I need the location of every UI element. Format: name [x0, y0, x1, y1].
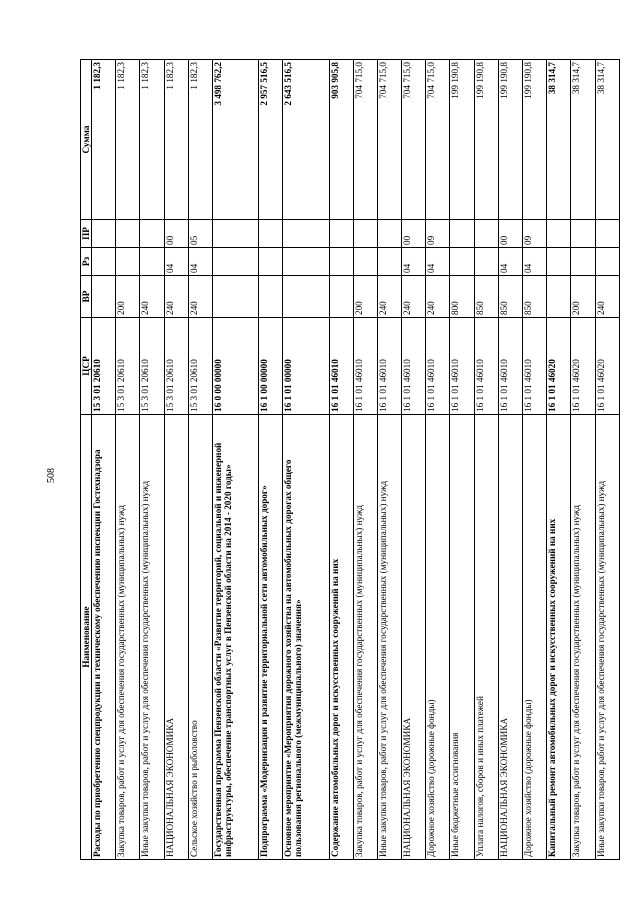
cell-pr [259, 220, 283, 248]
cell-csr: 16 1 01 46010 [523, 318, 547, 415]
cell-name: Иные закупки товаров, работ и услуг для обеспечения государственных (муниципальных) нужд [377, 415, 401, 860]
cell-sum: 38 314,7 [595, 60, 619, 220]
cell-name: Дорожное хозяйство (дорожные фонды) [523, 415, 547, 860]
table-row [92, 60, 116, 860]
cell-name: Иные закупки товаров, работ и услуг для обеспечения государственных (муниципальных) нужд [595, 415, 619, 860]
cell-sum: 1 182,3 [164, 60, 188, 220]
cell-vr [283, 276, 329, 318]
cell-rz: 04 [498, 248, 522, 276]
table-row [353, 60, 377, 860]
cell-rz [353, 248, 377, 276]
cell-rz: 04 [188, 248, 212, 276]
cell-pr [92, 220, 116, 248]
cell-vr [547, 276, 571, 318]
cell-vr: 240 [402, 276, 426, 318]
cell-sum: 1 182,3 [140, 60, 164, 220]
cell-pr [329, 220, 353, 248]
rotated-table-container [80, 60, 620, 860]
cell-pr [450, 220, 474, 248]
cell-sum: 1 182,3 [188, 60, 212, 220]
cell-vr: 200 [571, 276, 595, 318]
cell-pr: 00 [402, 220, 426, 248]
cell-csr: 16 1 01 46020 [571, 318, 595, 415]
cell-pr [116, 220, 140, 248]
cell-name: Иные бюджетные ассигнования [450, 415, 474, 860]
cell-name: Иные закупки товаров, работ и услуг для обеспечения государственных (муниципальных) нужд [140, 415, 164, 860]
cell-vr: 240 [377, 276, 401, 318]
cell-sum: 38 314,7 [571, 60, 595, 220]
header-pr: ПР [81, 220, 92, 248]
header-vr: ВР [81, 276, 92, 318]
table-row [116, 60, 140, 860]
cell-csr: 15 3 01 20610 [116, 318, 140, 415]
cell-vr: 850 [523, 276, 547, 318]
table-row [402, 60, 426, 860]
cell-name: Сельское хозяйство и рыболовство [188, 415, 212, 860]
cell-pr [353, 220, 377, 248]
cell-sum: 38 314,7 [547, 60, 571, 220]
table-row [474, 60, 498, 860]
cell-name: Уплата налогов, сборов и иных платежей [474, 415, 498, 860]
cell-sum: 1 182,3 [92, 60, 116, 220]
cell-vr [92, 276, 116, 318]
cell-csr: 16 1 01 46010 [498, 318, 522, 415]
cell-name: Расходы по приобретению спецпродукции и техническому обеспечению инспекции Гостехнадзора [92, 415, 116, 860]
cell-vr: 240 [426, 276, 450, 318]
table-row [547, 60, 571, 860]
table-row [259, 60, 283, 860]
cell-rz [547, 248, 571, 276]
cell-sum: 704 715,0 [426, 60, 450, 220]
cell-csr: 16 1 00 00000 [259, 318, 283, 415]
cell-rz [140, 248, 164, 276]
header-csr: ЦСР [81, 318, 92, 415]
cell-rz: 04 [402, 248, 426, 276]
cell-name: Закупка товаров, работ и услуг для обеспечения государственных (муниципальных) нужд [353, 415, 377, 860]
cell-csr: 16 1 01 46010 [474, 318, 498, 415]
cell-sum: 704 715,0 [377, 60, 401, 220]
cell-sum: 1 182,3 [116, 60, 140, 220]
cell-name: Содержание автомобильных дорог и искусственных сооружений на них [329, 415, 353, 860]
cell-csr: 15 3 01 20610 [164, 318, 188, 415]
table-row [140, 60, 164, 860]
cell-rz: 04 [523, 248, 547, 276]
cell-vr: 240 [140, 276, 164, 318]
table-body [92, 60, 620, 860]
cell-vr: 240 [164, 276, 188, 318]
cell-sum: 199 190,8 [450, 60, 474, 220]
cell-pr [595, 220, 619, 248]
cell-vr [329, 276, 353, 318]
cell-pr [140, 220, 164, 248]
cell-pr: 00 [498, 220, 522, 248]
cell-csr: 16 1 01 46010 [329, 318, 353, 415]
cell-vr: 200 [116, 276, 140, 318]
cell-csr: 16 1 01 46020 [595, 318, 619, 415]
cell-csr: 16 1 01 46010 [377, 318, 401, 415]
cell-vr: 800 [450, 276, 474, 318]
table-row [498, 60, 522, 860]
header-name: Наименование [81, 415, 92, 860]
cell-pr [212, 220, 258, 248]
cell-sum: 2 643 516,5 [283, 60, 329, 220]
table-row [450, 60, 474, 860]
budget-table [80, 59, 620, 860]
cell-rz [329, 248, 353, 276]
cell-pr: 00 [164, 220, 188, 248]
table-row [595, 60, 619, 860]
cell-csr: 16 1 01 46010 [426, 318, 450, 415]
cell-csr: 16 0 00 00000 [212, 318, 258, 415]
cell-vr: 850 [474, 276, 498, 318]
cell-pr [377, 220, 401, 248]
table-row [283, 60, 329, 860]
cell-rz [116, 248, 140, 276]
table-row [377, 60, 401, 860]
cell-sum: 704 715,0 [353, 60, 377, 220]
cell-rz [571, 248, 595, 276]
cell-vr [212, 276, 258, 318]
cell-vr: 850 [498, 276, 522, 318]
cell-vr: 200 [353, 276, 377, 318]
cell-pr: 09 [523, 220, 547, 248]
cell-rz: 04 [426, 248, 450, 276]
cell-pr [474, 220, 498, 248]
cell-rz [92, 248, 116, 276]
cell-rz [450, 248, 474, 276]
page-number: 508 [46, 468, 57, 483]
cell-csr: 16 1 01 46020 [547, 318, 571, 415]
cell-vr: 240 [595, 276, 619, 318]
table-row [164, 60, 188, 860]
cell-sum: 903 905,8 [329, 60, 353, 220]
table-row [426, 60, 450, 860]
cell-rz: 04 [164, 248, 188, 276]
cell-pr: 05 [188, 220, 212, 248]
cell-csr: 15 3 01 20610 [188, 318, 212, 415]
cell-rz [377, 248, 401, 276]
cell-csr: 15 3 01 20610 [140, 318, 164, 415]
table-row [188, 60, 212, 860]
cell-sum: 704 715,0 [402, 60, 426, 220]
cell-name: НАЦИОНАЛЬНАЯ ЭКОНОМИКА [498, 415, 522, 860]
cell-pr [571, 220, 595, 248]
cell-name: Подпрограмма «Модернизация и развитие территориальной сети автомобильных дорог» [259, 415, 283, 860]
cell-csr: 16 1 01 46010 [450, 318, 474, 415]
table-row [212, 60, 258, 860]
cell-name: Закупка товаров, работ и услуг для обеспечения государственных (муниципальных) нужд [116, 415, 140, 860]
table-header-row [81, 60, 92, 860]
cell-rz [595, 248, 619, 276]
cell-sum: 199 190,8 [523, 60, 547, 220]
cell-rz [212, 248, 258, 276]
cell-vr [259, 276, 283, 318]
cell-pr: 09 [426, 220, 450, 248]
cell-name: Закупка товаров, работ и услуг для обеспечения государственных (муниципальных) нужд [571, 415, 595, 860]
cell-sum: 199 190,8 [498, 60, 522, 220]
cell-name: Основное мероприятие «Мероприятия дорожного хозяйства на автомобильных дорогах общего пользования регионального (межмуниципального) значения» [283, 415, 329, 860]
table-row [329, 60, 353, 860]
cell-rz [259, 248, 283, 276]
cell-vr: 240 [188, 276, 212, 318]
header-rz: Рз [81, 248, 92, 276]
cell-csr: 16 1 01 00000 [283, 318, 329, 415]
cell-csr: 16 1 01 46010 [353, 318, 377, 415]
cell-name: НАЦИОНАЛЬНАЯ ЭКОНОМИКА [402, 415, 426, 860]
cell-pr [283, 220, 329, 248]
cell-name: НАЦИОНАЛЬНАЯ ЭКОНОМИКА [164, 415, 188, 860]
cell-name: Дорожное хозяйство (дорожные фонды) [426, 415, 450, 860]
cell-csr: 16 1 01 46010 [402, 318, 426, 415]
cell-rz [283, 248, 329, 276]
cell-name: Капитальный ремонт автомобильных дорог и искусственных сооружений на них [547, 415, 571, 860]
table-row [571, 60, 595, 860]
cell-sum: 2 957 516,5 [259, 60, 283, 220]
cell-pr [547, 220, 571, 248]
header-sum: Сумма [81, 60, 92, 220]
cell-sum: 3 498 762,2 [212, 60, 258, 220]
cell-name: Государственная программа Пензенской области «Развитие территорий, социальной и инженерной инфраструктуры, обеспечение транспортных услуг в Пензенской области на 2014 - 2020 годы» [212, 415, 258, 860]
cell-sum: 199 190,8 [474, 60, 498, 220]
cell-rz [474, 248, 498, 276]
table-row [523, 60, 547, 860]
cell-csr: 15 3 01 20610 [92, 318, 116, 415]
